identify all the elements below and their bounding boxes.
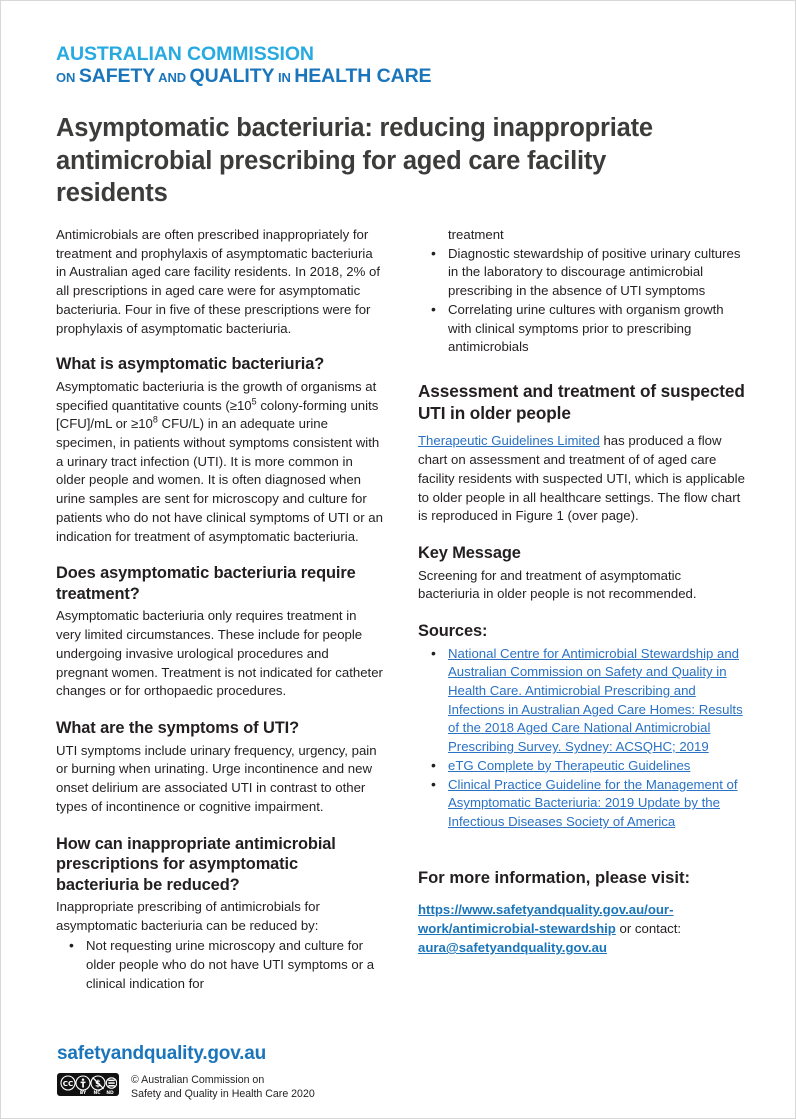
sources-list bbox=[418, 645, 746, 832]
asb-sup-8: 8 bbox=[152, 414, 158, 425]
list-item bbox=[431, 775, 746, 832]
cc-label-nd: ND bbox=[106, 1091, 114, 1096]
key-message-paragraph: Screening for and treatment of asymptomatic bacteriuria in older people is not recommended. bbox=[418, 567, 697, 602]
heading-requires-treatment: Does asymptomatic bacteriuria require treatment? bbox=[56, 564, 356, 603]
left-column bbox=[56, 226, 384, 995]
list-item bbox=[431, 244, 746, 301]
list-item bbox=[69, 937, 384, 993]
svg-text:CC: CC bbox=[62, 1079, 74, 1089]
footer-website-url[interactable]: safetyandquality.gov.au bbox=[57, 1043, 267, 1065]
page-content bbox=[56, 45, 746, 995]
more-info-mid-text: or contact: bbox=[615, 920, 682, 936]
heading-symptoms-uti: What are the symptoms of UTI? bbox=[56, 719, 299, 738]
list-item bbox=[431, 756, 746, 776]
copyright-text bbox=[131, 1073, 315, 1102]
list-item bbox=[431, 644, 746, 757]
cc-label-by: BY bbox=[79, 1091, 87, 1096]
more-information-body bbox=[418, 900, 746, 957]
page-footer bbox=[57, 1043, 747, 1102]
creative-commons-by-nc-nd-icon bbox=[57, 1073, 119, 1096]
aura-email-link[interactable]: aura@safetyandquality.gov.au bbox=[418, 940, 607, 956]
therapeutic-guidelines-link[interactable]: Therapeutic Guidelines Limited bbox=[418, 433, 600, 449]
safetyandquality-url-link[interactable]: https://www.safetyandquality.gov.au/our-work/antimicrobial-stewardship bbox=[418, 901, 674, 936]
heading-sources: Sources: bbox=[418, 622, 488, 640]
heading-assessment-treatment: Assessment and treatment of suspected UTI in older people bbox=[418, 381, 745, 423]
list-item bbox=[431, 300, 746, 357]
heading-more-information: For more information, please visit: bbox=[418, 867, 691, 887]
logo-word-in: IN bbox=[274, 69, 295, 85]
copyright-line-2: Safety and Quality in Health Care 2020 bbox=[131, 1088, 315, 1101]
assessment-text: has produced a flow chart on assessment and treatment of of aged care facility residents with suspected UTI, which is applicable to older people in all healthcare settings. The flow chart is reproduced in Figure 1 (over page). bbox=[418, 433, 745, 524]
bullet-icon: • bbox=[431, 775, 436, 792]
continued-bullet-list bbox=[418, 226, 746, 357]
logo-word-quality: QUALITY bbox=[189, 64, 275, 87]
heading-how-reduced: How can inappropriate antimicrobial prescriptions for asymptomatic bacteriuria be reduced? bbox=[56, 834, 336, 894]
bullet-icon: • bbox=[431, 300, 436, 317]
heading-what-is-asb: What is asymptomatic bacteriuria? bbox=[56, 355, 325, 374]
bullet-icon: • bbox=[431, 644, 436, 661]
asb-text-b: colony-forming units [CFU]/mL or ≥10 bbox=[56, 397, 379, 432]
right-column bbox=[418, 226, 746, 957]
requires-treatment-paragraph: Asymptomatic bacteriuria only requires treatment in very limited circumstances. These include for people undergoing invasive urological procedures and pregnant women. Treatment is not indicated for catheter changes or for orthopaedic procedures. bbox=[56, 608, 383, 699]
what-is-asb-paragraph bbox=[56, 378, 384, 547]
source-link-naps[interactable]: National Centre for Antimicrobial Stewardship and Australian Commission on Safety and Quality in Health Care. Antimicrobial Prescribing and Infections in Australian Aged Care Homes: Results of the 2018 Aged Care National Antimicrobial Prescribing Survey. Sydney: ACSQHC; 2019 bbox=[448, 645, 743, 755]
logo-line-2 bbox=[56, 64, 746, 87]
source-link-idsa[interactable]: Clinical Practice Guideline for the Management of Asymptomatic Bacteriuria: 2019 Update by the Infectious Diseases Society of America bbox=[448, 776, 738, 830]
acsqhc-logo bbox=[56, 45, 746, 86]
logo-word-and: AND bbox=[155, 69, 190, 85]
list-item-text: treatment bbox=[448, 226, 504, 242]
sources-section bbox=[418, 621, 746, 832]
how-reduced-paragraph: Inappropriate prescribing of antimicrobials for asymptomatic bacteriuria can be reduced by: bbox=[56, 899, 320, 933]
list-item-text: Diagnostic stewardship of positive urinary cultures in the laboratory to discourage antimicrobial prescribing in the absence of UTI symptoms bbox=[448, 245, 741, 299]
bullet-icon: • bbox=[69, 937, 74, 954]
list-item-text: Not requesting urine microscopy and culture for older people who do not have UTI symptoms or a clinical indication for bbox=[86, 938, 375, 991]
footer-copyright-row bbox=[57, 1073, 747, 1102]
bullet-icon: • bbox=[431, 756, 436, 773]
page-title: Asymptomatic bacteriuria: reducing inappropriate antimicrobial prescribing for aged care facility residents bbox=[56, 114, 653, 208]
two-column-body bbox=[56, 226, 746, 995]
logo-word-on: ON bbox=[56, 69, 79, 85]
svg-text:$: $ bbox=[95, 1079, 101, 1090]
source-link-etg[interactable]: eTG Complete by Therapeutic Guidelines bbox=[448, 757, 691, 773]
assessment-paragraph bbox=[418, 432, 746, 526]
logo-word-safety: SAFETY bbox=[78, 64, 156, 87]
asb-sup-5: 5 bbox=[251, 396, 257, 407]
symptoms-uti-paragraph: UTI symptoms include urinary frequency, urgency, pain or burning when urinating. Urge incontinence and new onset delirium are associated UTI in contrast to other types of incontinence or cognitive impairment. bbox=[56, 742, 377, 814]
heading-key-message: Key Message bbox=[418, 544, 521, 563]
cc-label-nc: NC bbox=[93, 1091, 101, 1096]
asb-text-c: CFU/L) in an adequate urine specimen, in patients without symptoms consistent with a urinary tract infection (UTI). It is more common in older people and women. It is often diagnosed when urine samples are sent for microscopy and culture for patients who do not have clinical symptoms of UTI or an indication for treatment of asymptomatic bacteriuria. bbox=[56, 416, 383, 544]
how-reduced-bullet-list bbox=[56, 937, 384, 993]
logo-line-1: AUSTRALIAN COMMISSION bbox=[56, 43, 314, 65]
list-item-continuation bbox=[448, 226, 746, 245]
intro-paragraph: Antimicrobials are often prescribed inappropriately for treatment and prophylaxis of asymptomatic bacteriuria in Australian aged care facility residents. In 2018, 2% of all prescriptions in aged care were for asymptomatic bacteriuria. Four in five of these prescriptions were for prophylaxis of asymptomatic bacteriuria. bbox=[56, 226, 381, 336]
list-item-text: Correlating urine cultures with organism growth with clinical symptoms prior to prescribing antimicrobials bbox=[448, 301, 724, 355]
copyright-line-1: © Australian Commission on bbox=[131, 1074, 265, 1087]
logo-word-healthcare: HEALTH CARE bbox=[294, 64, 432, 87]
asb-text-a: Asymptomatic bacteriuria is the growth of organisms at specified quantitative counts (≥10 bbox=[56, 378, 377, 413]
bullet-icon: • bbox=[431, 244, 436, 261]
